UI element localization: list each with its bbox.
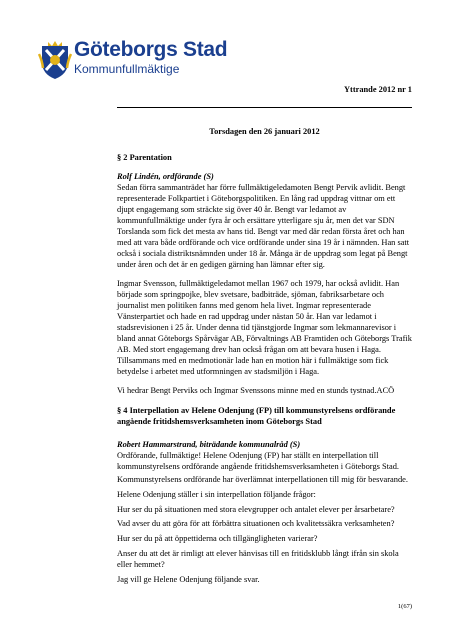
- speaker-name: Robert Hammarstrand, biträdande kommunalråd (S): [117, 440, 301, 449]
- section-heading-parentation: § 2 Parentation: [117, 153, 172, 162]
- paragraph: Ordförande, fullmäktige! Helene Odenjung (FP) har ställt en interpellation till kommunstyrelsens ordförande angående fritidshemsverksamheten i Göteborgs Stad.: [117, 451, 399, 471]
- header-rule: [117, 107, 412, 108]
- question: Vad avser du att göra för att förbättra situationen och kvalitetssäkra verksamheten?: [117, 519, 395, 528]
- goteborgs-stad-logo: [38, 38, 228, 80]
- question: Hur ser du på situationen med stora elevgrupper och antalet elever per årsarbetare?: [117, 505, 395, 514]
- statement-number: Yttrande 2012 nr 1: [343, 85, 412, 94]
- speaker-name: Rolf Lindén, ordförande (S): [117, 172, 214, 181]
- logo-title: Göteborgs Stad: [74, 38, 228, 61]
- section-heading-interpellation: § 4 Interpellation av Helene Odenjung (FP) till kommunstyrelsens ordförande angående fritidshemsverksamheten inom Göteborgs Stad: [117, 406, 396, 426]
- paragraph: Helene Odenjung ställer i sin interpellation följande frågor:: [117, 490, 316, 499]
- meeting-date: Torsdagen den 26 januari 2012: [209, 127, 320, 136]
- question: Anser du att det är rimligt att elever hänvisas till en fritidsklubb långt ifrån sin skola eller hemmet?: [117, 549, 399, 569]
- paragraph: Kommunstyrelsens ordförande har överlämnat interpellationen till mig för besvarande.: [117, 475, 408, 484]
- logo-subtitle: Kommunfullmäktige: [74, 62, 180, 76]
- page-number: 1(67): [397, 603, 412, 610]
- paragraph: Jag vill ge Helene Odenjung följande svar.: [117, 575, 260, 584]
- paragraph: Sedan förra sammanträdet har förre fullmäktigeledamoten Bengt Pervik avlidit. Bengt representerade Folkpartiet i Göteborgspolitiken. En lång rad uppdrag vittnar om ett djupt engagemang som sträckte sig över 40 år. Bengt var ledamot av kommunfullmäktige under fyra år och ersättare ytterligare sju år, men det var SDN Torslanda som fick det mesta av hans tid. Bengt var med där redan första året och han med att vara både ordförande och vice ordförande under sina 19 år i nämnden. Han satt också i sociala distriktsnämnden under 18 år. Många är de uppdrag som legat på Bengt under åren och det är en gedigen gärning han lämnar efter sig.: [117, 183, 410, 269]
- paragraph: Vi hedrar Bengt Perviks och Ingmar Svenssons minne med en stunds tystnad.ACÖ: [117, 386, 395, 395]
- city-crest-icon: [38, 40, 72, 80]
- paragraph: Ingmar Svensson, fullmäktigeledamot mellan 1967 och 1979, har också avlidit. Han började som springpojke, blev svetsare, badbiträde, sjöman, fabriksarbetare och journalist men politiken fanns med genom hela livet. Ingmar representerade Vänsterpartiet och hade en rad uppdrag under nästan 50 år. Han var ledamot i stadsrevisionen i 25 år. Under denna tid tjänstgjorde Ingmar som lekmannarevisor i bland annat Göteborgs Spårvägar AB, Förvaltnings AB Framtiden och Göteborgs Trafik AB. Med stort engagemang drev han också frågan om att bevara husen i Haga. Tillsammans med en medmotionär lade han en motion här i fullmäktige som fick betydelse i arbetet med utformningen av stadsmiljön i Haga.: [117, 279, 412, 376]
- question: Hur ser du på att öppettiderna och tillgängligheten varierar?: [117, 534, 318, 543]
